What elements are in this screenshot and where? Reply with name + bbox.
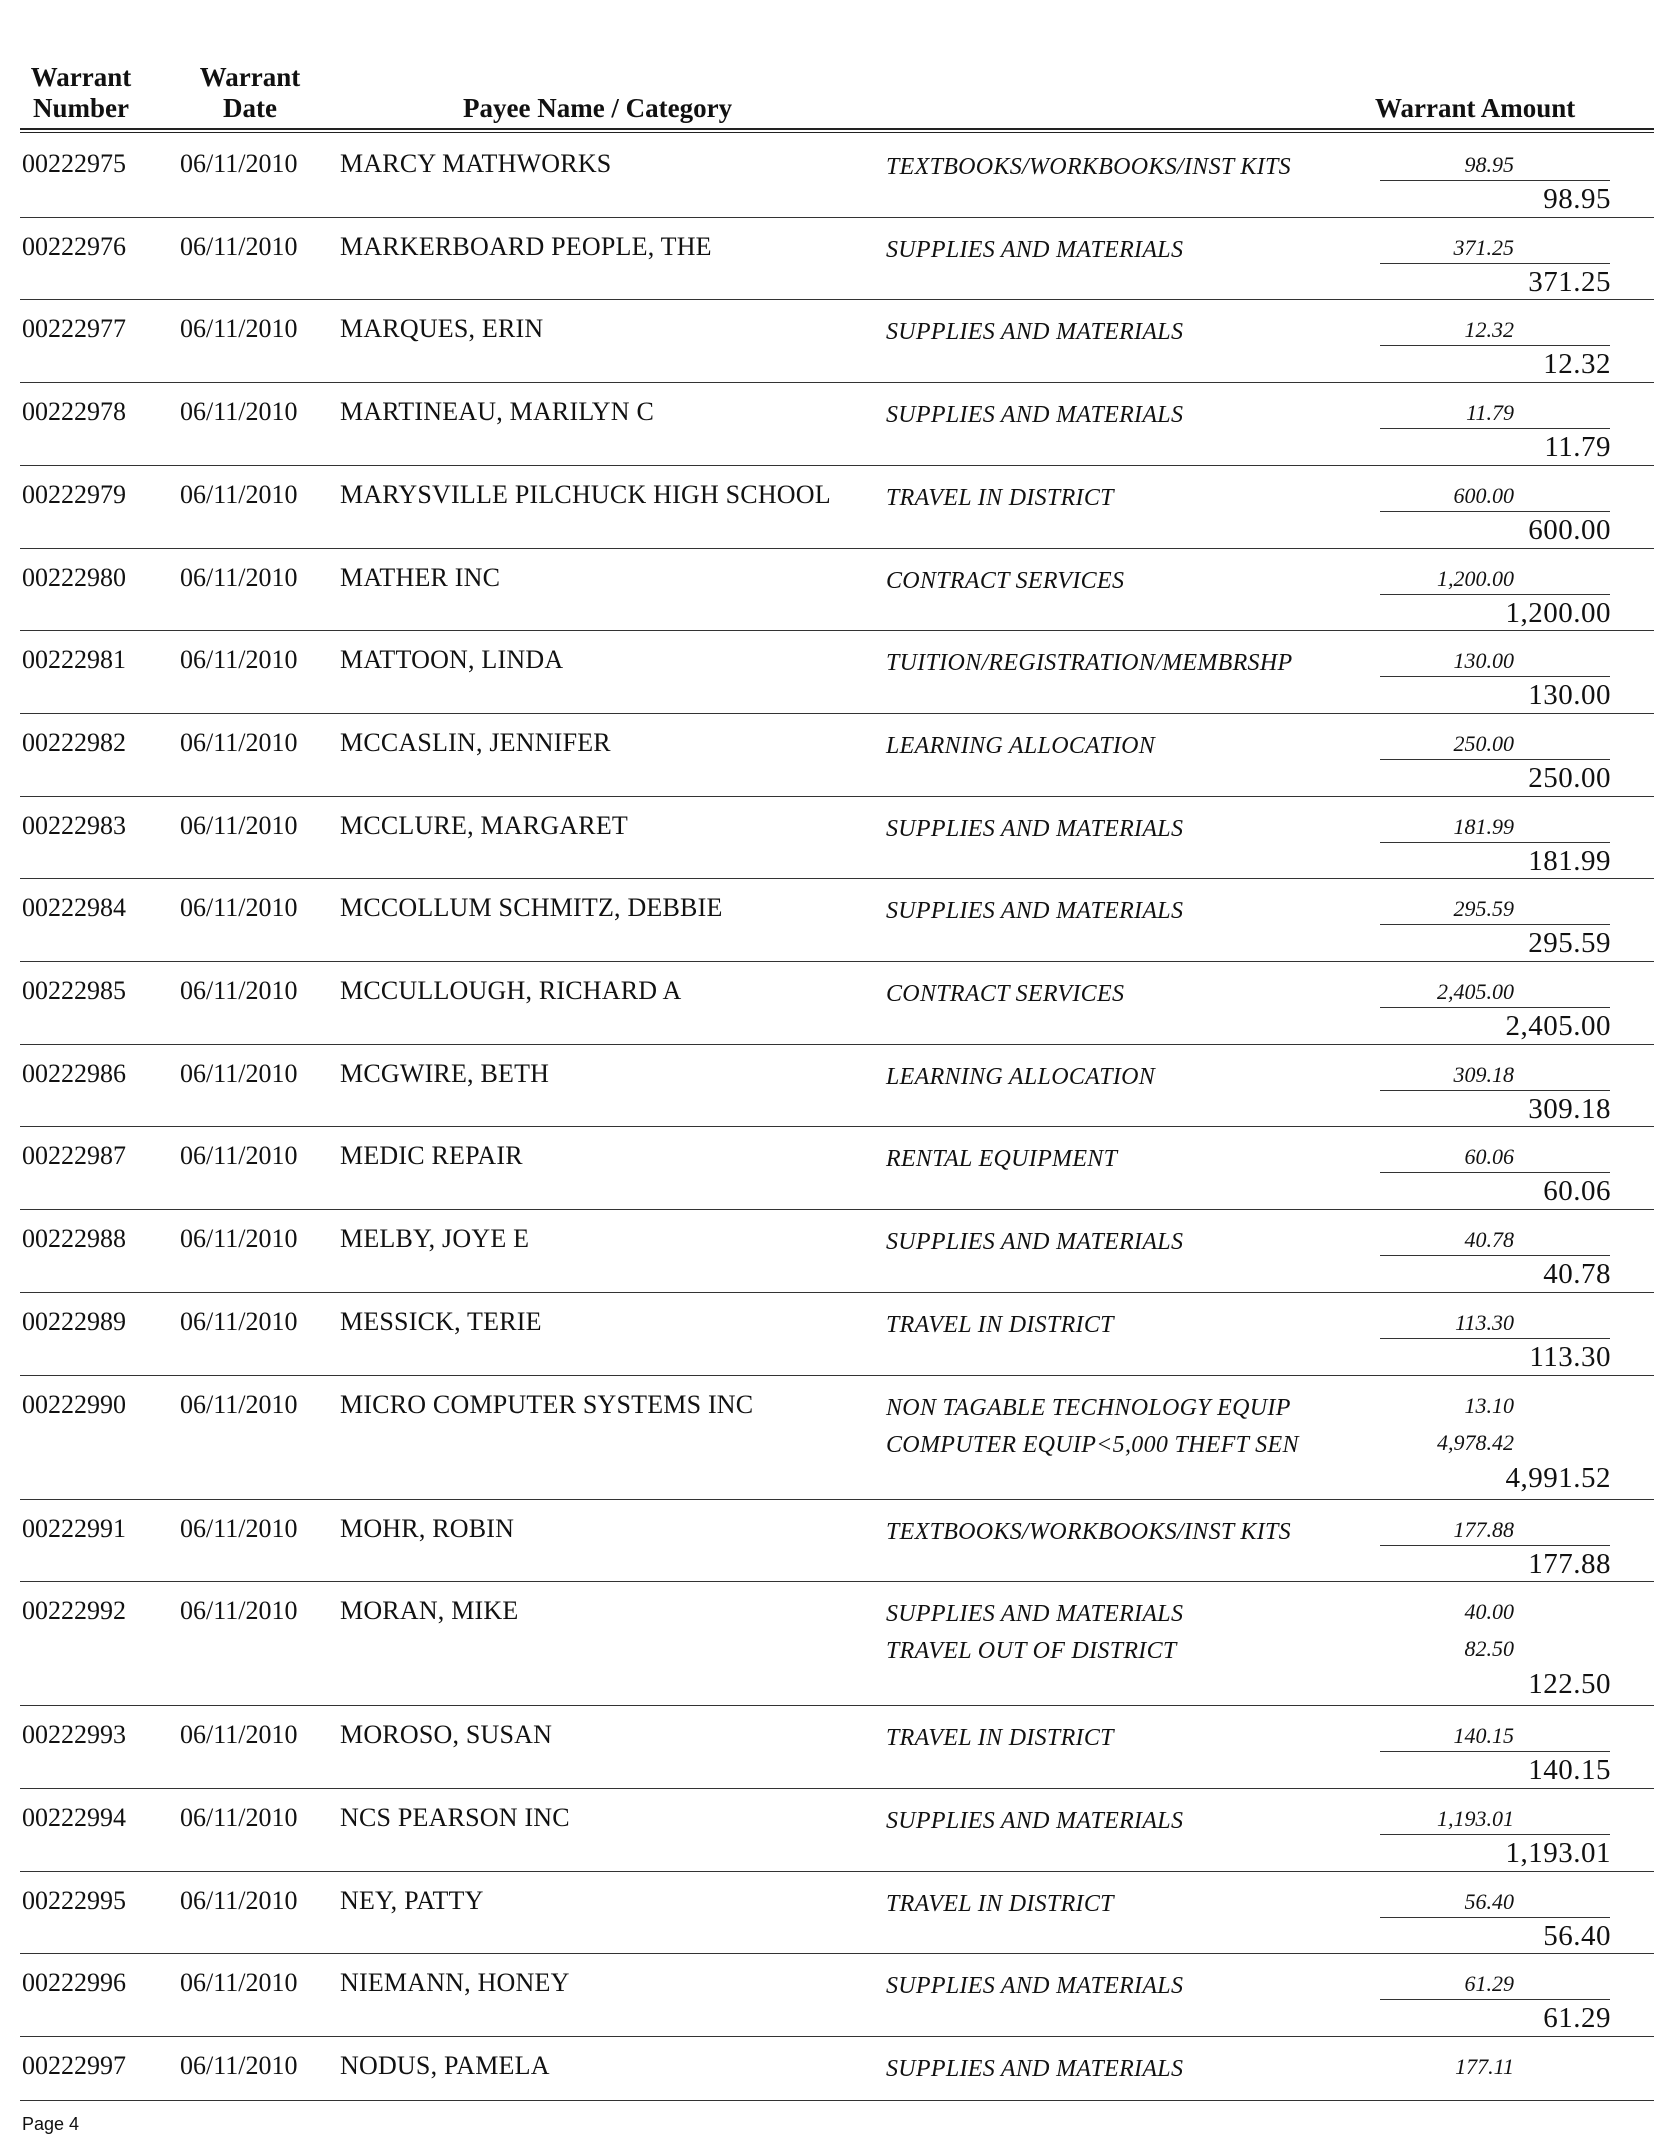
line-amount: 295.59 — [1453, 896, 1514, 922]
line-amount: 1,193.01 — [1437, 1805, 1514, 1831]
warrant-date: 06/11/2010 — [180, 1513, 298, 1543]
line-amount: 177.88 — [1453, 1516, 1514, 1542]
amount-underline — [1380, 428, 1610, 429]
warrant-date: 06/11/2010 — [180, 562, 298, 592]
amount-underline — [1380, 1834, 1610, 1835]
warrant-date: 06/11/2010 — [180, 397, 298, 427]
row-divider — [20, 382, 1654, 383]
table-row — [0, 1044, 1664, 1127]
amount-underline — [1380, 1751, 1610, 1752]
row-divider — [20, 1126, 1654, 1127]
warrant-total: 295.59 — [1528, 927, 1611, 960]
warrant-total: 12.32 — [1543, 348, 1611, 381]
warrant-date: 06/11/2010 — [180, 1141, 298, 1171]
row-divider — [20, 1581, 1654, 1582]
payee-name: NEY, PATTY — [340, 1885, 484, 1915]
header-warrant-date — [190, 62, 310, 124]
payee-name: MICRO COMPUTER SYSTEMS INC — [340, 1389, 754, 1419]
table-row — [0, 1953, 1664, 2036]
payee-name: MCCASLIN, JENNIFER — [340, 727, 611, 757]
row-divider — [20, 1871, 1654, 1872]
warrant-date: 06/11/2010 — [180, 149, 298, 178]
warrant-date: 06/11/2010 — [180, 231, 298, 261]
line-amount: 82.50 — [1464, 1636, 1514, 1662]
header-rule-double — [20, 132, 1654, 133]
warrant-date: 06/11/2010 — [180, 645, 298, 675]
row-divider — [20, 1705, 1654, 1706]
payee-name: MARCY MATHWORKS — [340, 149, 612, 178]
category-label: RENTAL EQUIPMENT — [886, 1146, 1118, 1173]
table-row — [0, 1499, 1664, 1582]
payee-name: MCCULLOUGH, RICHARD A — [340, 976, 682, 1005]
warrant-number: 00222980 — [22, 562, 126, 592]
row-divider — [20, 2036, 1654, 2037]
line-amount: 98.95 — [1464, 152, 1514, 177]
row-divider — [20, 1375, 1654, 1376]
warrant-number: 00222990 — [22, 1389, 126, 1419]
line-amount: 181.99 — [1453, 813, 1514, 839]
warrant-date: 06/11/2010 — [180, 1802, 298, 1832]
warrant-total: 113.30 — [1529, 1340, 1611, 1373]
line-amount: 4,978.42 — [1437, 1429, 1514, 1455]
amount-underline — [1380, 842, 1610, 843]
warrant-total: 56.40 — [1543, 1919, 1611, 1952]
warrant-number: 00222978 — [22, 397, 126, 427]
table-row — [0, 630, 1664, 713]
category-label: SUPPLIES AND MATERIALS — [886, 236, 1184, 263]
warrant-date: 06/11/2010 — [180, 2051, 298, 2080]
payee-name: MARYSVILLE PILCHUCK HIGH SCHOOL — [340, 479, 831, 509]
category-label: SUPPLIES AND MATERIALS — [886, 815, 1184, 842]
row-divider — [20, 1292, 1654, 1293]
warrant-total: 250.00 — [1528, 761, 1611, 794]
line-amount: 2,405.00 — [1437, 979, 1514, 1004]
warrant-number: 00222993 — [22, 1720, 126, 1750]
header-date-line2: Date — [223, 93, 277, 123]
warrant-total: 140.15 — [1528, 1754, 1611, 1787]
warrant-total: 309.18 — [1528, 1092, 1611, 1125]
warrant-number: 00222991 — [22, 1513, 126, 1543]
warrant-date: 06/11/2010 — [180, 727, 298, 757]
warrant-date: 06/11/2010 — [180, 1596, 298, 1626]
line-amount: 40.00 — [1464, 1599, 1514, 1625]
row-divider — [20, 630, 1654, 631]
warrant-number: 00222995 — [22, 1885, 126, 1915]
warrant-number: 00222985 — [22, 976, 126, 1005]
amount-underline — [1380, 1255, 1610, 1256]
warrant-date: 06/11/2010 — [180, 1306, 298, 1336]
line-amount: 177.11 — [1455, 2054, 1514, 2079]
warrant-date: 06/11/2010 — [180, 1885, 298, 1915]
amount-underline — [1380, 1090, 1610, 1091]
line-amount: 60.06 — [1464, 1144, 1514, 1170]
table-row — [0, 382, 1664, 465]
table-row — [0, 1209, 1664, 1292]
row-divider — [20, 465, 1654, 466]
payee-name: NCS PEARSON INC — [340, 1802, 570, 1832]
table-row — [0, 961, 1664, 1044]
payee-name: MARTINEAU, MARILYN C — [340, 397, 654, 427]
line-amount: 309.18 — [1453, 1061, 1514, 1087]
warrant-total: 61.29 — [1543, 2002, 1611, 2035]
line-amount: 113.30 — [1455, 1309, 1514, 1335]
warrant-number: 00222989 — [22, 1306, 126, 1336]
payee-name: MARKERBOARD PEOPLE, THE — [340, 231, 712, 261]
amount-underline — [1380, 1545, 1610, 1546]
category-label: COMPUTER EQUIP<5,000 THEFT SEN — [886, 1431, 1299, 1458]
warrant-date: 06/11/2010 — [180, 1968, 298, 1998]
warrant-number: 00222977 — [22, 314, 126, 344]
warrant-total: 1,200.00 — [1505, 596, 1611, 629]
table-row — [0, 299, 1664, 382]
category-label: CONTRACT SERVICES — [886, 981, 1125, 1007]
line-amount: 56.40 — [1464, 1888, 1514, 1914]
table-row — [0, 2036, 1664, 2119]
warrant-number: 00222981 — [22, 645, 126, 675]
warrant-number: 00222979 — [22, 479, 126, 509]
row-divider — [20, 796, 1654, 797]
warrant-total: 11.79 — [1544, 431, 1611, 464]
page-number: Page 4 — [22, 2114, 80, 2134]
line-amount: 600.00 — [1453, 482, 1514, 508]
warrant-total: 181.99 — [1528, 844, 1611, 877]
category-label: TEXTBOOKS/WORKBOOKS/INST KITS — [886, 1518, 1291, 1545]
payee-name: MCCOLLUM SCHMITZ, DEBBIE — [340, 893, 723, 923]
warrant-date: 06/11/2010 — [180, 1058, 298, 1088]
amount-underline — [1380, 676, 1610, 677]
row-divider — [20, 1953, 1654, 1954]
amount-underline — [1380, 594, 1610, 595]
category-label: TUITION/REGISTRATION/MEMBRSHP — [886, 650, 1293, 677]
warrant-date: 06/11/2010 — [180, 1389, 298, 1419]
amount-underline — [1380, 180, 1610, 181]
amount-underline — [1380, 1338, 1610, 1339]
table-row — [0, 548, 1664, 631]
category-label: LEARNING ALLOCATION — [886, 732, 1156, 759]
amount-underline — [1380, 263, 1610, 264]
line-amount: 13.10 — [1464, 1392, 1514, 1418]
row-divider — [20, 878, 1654, 879]
warrant-date: 06/11/2010 — [180, 1224, 298, 1254]
table-row — [0, 134, 1664, 217]
amount-underline — [1380, 1007, 1610, 1008]
warrant-number: 00222997 — [22, 2051, 126, 2080]
warrant-date: 06/11/2010 — [180, 893, 298, 923]
line-amount: 371.25 — [1453, 234, 1514, 260]
category-label: SUPPLIES AND MATERIALS — [886, 319, 1184, 346]
category-label: SUPPLIES AND MATERIALS — [886, 402, 1184, 429]
category-label: TRAVEL IN DISTRICT — [886, 1725, 1114, 1752]
header-rule — [20, 128, 1654, 130]
payee-name: MELBY, JOYE E — [340, 1224, 530, 1254]
warrant-number: 00222986 — [22, 1058, 126, 1088]
table-row — [0, 1705, 1664, 1788]
payee-name: MATTOON, LINDA — [340, 645, 564, 675]
category-label: TRAVEL IN DISTRICT — [886, 484, 1114, 511]
table-row — [0, 465, 1664, 548]
payee-name: MATHER INC — [340, 562, 501, 592]
warrant-total: 1,193.01 — [1505, 1836, 1611, 1869]
category-label: SUPPLIES AND MATERIALS — [886, 1229, 1184, 1256]
table-row — [0, 1788, 1664, 1871]
table-row — [0, 1375, 1664, 1499]
row-divider — [20, 961, 1654, 962]
table-row — [0, 1581, 1664, 1705]
warrant-number: 00222984 — [22, 893, 126, 923]
amount-underline — [1380, 511, 1610, 512]
warrant-date: 06/11/2010 — [180, 810, 298, 840]
header-date-line1: Warrant — [199, 62, 301, 92]
line-amount: 12.32 — [1464, 317, 1514, 343]
category-label: TEXTBOOKS/WORKBOOKS/INST KITS — [886, 154, 1291, 180]
category-label: TRAVEL OUT OF DISTRICT — [886, 1638, 1177, 1665]
line-amount: 61.29 — [1464, 1971, 1514, 1997]
amount-underline — [1380, 924, 1610, 925]
header-payee-category: Payee Name / Category — [463, 93, 733, 123]
payee-name: MARQUES, ERIN — [340, 314, 544, 344]
category-label: SUPPLIES AND MATERIALS — [886, 1973, 1184, 2000]
category-label: SUPPLIES AND MATERIALS — [886, 1807, 1184, 1834]
table-row — [0, 1871, 1664, 1954]
payee-name: MOROSO, SUSAN — [340, 1720, 553, 1750]
warrant-total: 4,991.52 — [1505, 1461, 1611, 1494]
warrant-total: 40.78 — [1543, 1258, 1611, 1291]
category-label: SUPPLIES AND MATERIALS — [886, 898, 1184, 925]
payee-name: MORAN, MIKE — [340, 1596, 519, 1626]
category-label: CONTRACT SERVICES — [886, 567, 1125, 594]
warrant-number: 00222982 — [22, 727, 126, 757]
header-number-line1: Warrant — [30, 62, 132, 92]
line-amount: 1,200.00 — [1437, 565, 1514, 591]
row-divider — [20, 548, 1654, 549]
payee-name: MESSICK, TERIE — [340, 1306, 542, 1336]
line-amount: 40.78 — [1464, 1227, 1514, 1253]
warrant-total: 600.00 — [1528, 513, 1611, 546]
payee-name: NIEMANN, HONEY — [340, 1968, 570, 1998]
table-row — [0, 1292, 1664, 1375]
warrant-date: 06/11/2010 — [180, 479, 298, 509]
amount-underline — [1380, 759, 1610, 760]
line-amount: 11.79 — [1466, 400, 1514, 426]
warrant-total: 122.50 — [1528, 1668, 1611, 1701]
row-divider — [20, 1499, 1654, 1500]
amount-underline — [1380, 1172, 1610, 1173]
table-row — [0, 878, 1664, 961]
warrant-total: 98.95 — [1543, 183, 1611, 215]
row-divider — [20, 217, 1654, 218]
warrant-total: 130.00 — [1528, 679, 1611, 712]
warrant-date: 06/11/2010 — [180, 1720, 298, 1750]
warrant-number: 00222996 — [22, 1968, 126, 1998]
warrant-total: 2,405.00 — [1505, 1010, 1611, 1042]
warrant-number: 00222988 — [22, 1224, 126, 1254]
line-amount: 130.00 — [1453, 648, 1514, 674]
category-label: NON TAGABLE TECHNOLOGY EQUIP — [886, 1394, 1291, 1421]
header-warrant-amount: Warrant Amount — [1375, 93, 1576, 123]
warrant-total: 60.06 — [1543, 1175, 1611, 1208]
row-divider — [20, 1044, 1654, 1045]
category-label: LEARNING ALLOCATION — [886, 1063, 1156, 1090]
warrant-number: 00222983 — [22, 810, 126, 840]
category-label: SUPPLIES AND MATERIALS — [886, 1601, 1184, 1628]
warrant-date: 06/11/2010 — [180, 976, 298, 1005]
warrant-date: 06/11/2010 — [180, 314, 298, 344]
warrant-total: 177.88 — [1528, 1547, 1611, 1580]
table-row — [0, 1126, 1664, 1209]
row-divider — [20, 1788, 1654, 1789]
amount-underline — [1380, 1999, 1610, 2000]
row-divider — [20, 299, 1654, 300]
warrant-number: 00222994 — [22, 1802, 126, 1832]
table-row — [0, 713, 1664, 796]
warrant-total: 371.25 — [1528, 265, 1611, 298]
payee-name: MCCLURE, MARGARET — [340, 810, 628, 840]
footer-rule — [20, 2100, 1654, 2101]
row-divider — [20, 713, 1654, 714]
header-warrant-number — [22, 62, 140, 124]
amount-underline — [1380, 345, 1610, 346]
category-label: TRAVEL IN DISTRICT — [886, 1311, 1114, 1338]
table-row — [0, 217, 1664, 300]
amount-underline — [1380, 1917, 1610, 1918]
warrant-number: 00222975 — [22, 149, 126, 178]
payee-name: MCGWIRE, BETH — [340, 1058, 550, 1088]
warrant-number: 00222987 — [22, 1141, 126, 1171]
header-number-line2: Number — [33, 93, 129, 123]
table-row — [0, 796, 1664, 879]
payee-name: MOHR, ROBIN — [340, 1513, 515, 1543]
category-label: SUPPLIES AND MATERIALS — [886, 2056, 1184, 2082]
line-amount: 250.00 — [1453, 730, 1514, 756]
row-divider — [20, 1209, 1654, 1210]
warrant-number: 00222976 — [22, 231, 126, 261]
category-label: TRAVEL IN DISTRICT — [886, 1890, 1114, 1917]
payee-name: MEDIC REPAIR — [340, 1141, 523, 1171]
warrant-number: 00222992 — [22, 1596, 126, 1626]
payee-name: NODUS, PAMELA — [340, 2051, 550, 2080]
line-amount: 140.15 — [1453, 1723, 1514, 1749]
